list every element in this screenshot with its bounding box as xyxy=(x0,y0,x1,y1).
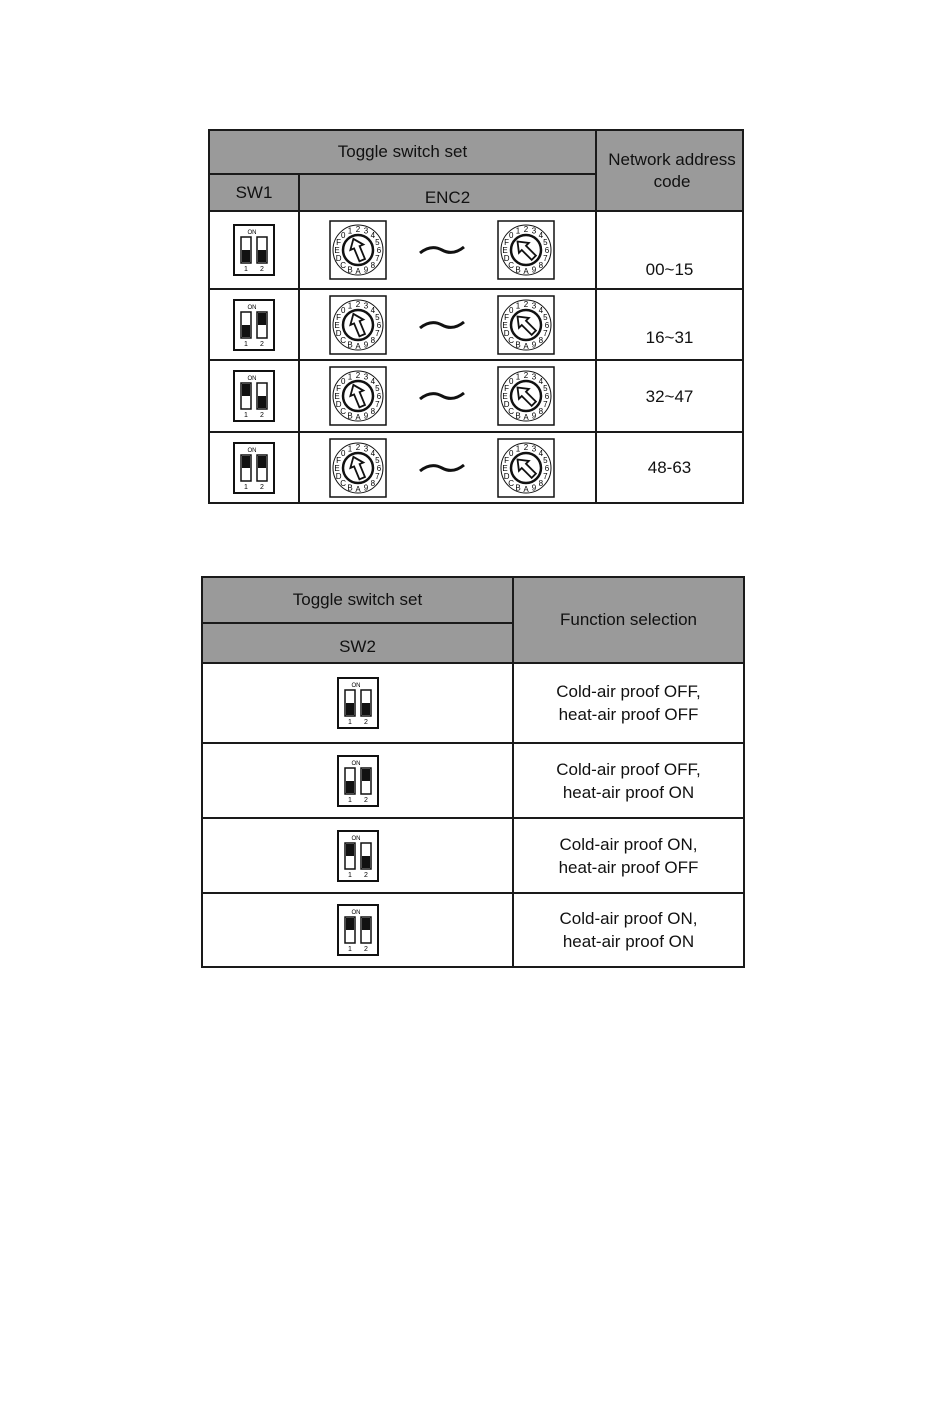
dial-digit: D xyxy=(335,254,342,263)
network-address-table xyxy=(208,129,744,504)
dip-number-label: 1 xyxy=(347,871,352,879)
table-row xyxy=(209,432,743,503)
dial-digit: D xyxy=(335,471,342,481)
dial-digit: D xyxy=(503,400,510,409)
dial-digit: 8 xyxy=(538,406,544,416)
function-cell xyxy=(513,893,744,967)
dial-digit: B xyxy=(347,482,353,492)
dial-digit: B xyxy=(515,482,521,492)
header-label: Function selection xyxy=(559,610,698,629)
dial-digit: E xyxy=(334,463,340,473)
dial-digit: C xyxy=(340,406,347,416)
dip-switch-sw1 xyxy=(232,298,276,352)
dial-digit: A xyxy=(355,484,361,494)
dial-digit: 1 xyxy=(515,226,521,236)
rotary-dial-icon xyxy=(329,220,387,280)
rotary-dial-icon xyxy=(329,366,387,426)
function-cell xyxy=(513,818,744,893)
dip-knob xyxy=(362,769,370,781)
dip-switch-sw2 xyxy=(336,903,380,957)
dip-knob xyxy=(362,856,370,868)
dial-digit: 3 xyxy=(363,226,369,236)
dip-on-label: ON xyxy=(247,447,257,454)
dial-digit: 9 xyxy=(531,339,537,349)
dip-knob xyxy=(258,250,266,262)
rotary-dial-icon xyxy=(497,438,555,498)
dial-digit: A xyxy=(355,341,361,351)
dial-digit: F xyxy=(336,455,342,465)
dial-digit: 7 xyxy=(375,254,380,263)
function-selection-header xyxy=(513,577,744,663)
dial-digit: E xyxy=(334,320,340,330)
range-tilde-icon xyxy=(418,243,466,257)
function-line: Cold-air proof OFF, xyxy=(556,759,701,779)
header-label: Network address code xyxy=(608,149,736,191)
dial-digit: E xyxy=(334,392,340,401)
address-code: 32~47 xyxy=(645,386,694,406)
dial-digit: 5 xyxy=(543,238,548,247)
dip-on-label: ON xyxy=(247,230,257,236)
dip-knob xyxy=(362,918,370,930)
range-tilde-icon xyxy=(418,389,466,403)
dial-digit: A xyxy=(523,484,529,494)
dip-knob xyxy=(242,384,250,396)
dial-digit: D xyxy=(335,328,342,338)
dial-digit: B xyxy=(347,265,353,275)
dial-digit: 5 xyxy=(375,238,380,247)
dial-digit: 4 xyxy=(370,231,376,241)
dial-digit: 4 xyxy=(538,305,544,315)
dial-digit: 0 xyxy=(340,231,346,241)
dial-digit: 1 xyxy=(347,226,353,236)
dial-digit: 5 xyxy=(375,312,380,322)
dip-number-label: 2 xyxy=(363,719,368,726)
dial-digit: 0 xyxy=(340,377,346,387)
sw2-header xyxy=(202,623,513,663)
table-row xyxy=(209,360,743,432)
address-code: 48-63 xyxy=(647,458,692,477)
dial-digit: F xyxy=(504,384,510,393)
address-code-cell xyxy=(596,211,743,289)
dial-digit: 5 xyxy=(543,455,548,465)
dial-digit: E xyxy=(502,246,508,255)
dial-digit: D xyxy=(503,471,510,481)
function-line: heat-air proof OFF xyxy=(558,857,699,877)
dial-digit: 9 xyxy=(531,482,537,492)
dial-digit: 9 xyxy=(363,482,369,492)
toggle-switch-set-header xyxy=(202,577,513,623)
dial-digit: 0 xyxy=(508,231,514,241)
dial-digit: C xyxy=(508,406,515,416)
dial-digit: C xyxy=(340,478,347,488)
dial-digit: 7 xyxy=(543,471,548,481)
rotary-dial-icon xyxy=(497,366,555,426)
dial-digit: 2 xyxy=(523,299,529,309)
dip-switch-sw2 xyxy=(336,829,380,883)
dip-on-label: ON xyxy=(351,683,360,689)
dial-digit: F xyxy=(504,455,510,465)
dial-digit: 8 xyxy=(538,335,544,345)
header-label: Toggle switch set xyxy=(292,590,423,609)
dial-digit: 6 xyxy=(544,320,550,330)
dial-digit: 2 xyxy=(523,442,529,452)
dial-digit: 3 xyxy=(363,444,369,454)
dial-digit: A xyxy=(523,413,529,422)
table-row xyxy=(202,893,744,967)
dip-number-label: 1 xyxy=(244,340,248,348)
dial-digit: 4 xyxy=(538,377,544,387)
table-row xyxy=(202,818,744,893)
dial-digit: 2 xyxy=(355,371,361,380)
dip-number-label: 1 xyxy=(244,483,248,491)
table-row xyxy=(209,289,743,360)
dial-digit: D xyxy=(503,254,510,263)
dip-number-label: 1 xyxy=(347,946,352,953)
rotary-dial-icon xyxy=(497,295,555,355)
sw1-header xyxy=(209,174,299,211)
dial-digit: E xyxy=(502,392,508,401)
dip-knob xyxy=(362,703,370,715)
dial-digit: 9 xyxy=(363,265,369,275)
dial-digit: 1 xyxy=(347,444,353,454)
dip-switch-sw1 xyxy=(232,441,276,495)
dial-digit: 0 xyxy=(508,305,514,315)
header-label: ENC2 xyxy=(424,187,471,207)
dial-digit: 3 xyxy=(531,301,537,311)
dial-digit: 6 xyxy=(544,392,550,401)
dip-knob xyxy=(346,703,354,715)
dial-digit: 8 xyxy=(370,406,376,416)
dial-digit: 5 xyxy=(375,455,380,465)
dip-on-label: ON xyxy=(247,376,257,382)
dial-digit: 8 xyxy=(538,478,544,488)
dial-digit: A xyxy=(523,341,529,351)
dial-digit: F xyxy=(336,312,342,322)
header-label: SW2 xyxy=(339,637,376,656)
function-line: Cold-air proof ON, xyxy=(559,834,698,854)
dip-number-label: 1 xyxy=(347,719,352,726)
dial-digit: 0 xyxy=(508,377,514,387)
dial-digit: 6 xyxy=(376,463,382,473)
address-code: 16~31 xyxy=(645,328,694,347)
dial-digit: F xyxy=(504,312,510,322)
function-selection-table xyxy=(201,576,745,968)
dial-digit: D xyxy=(503,328,510,338)
dip-switch-sw1 xyxy=(232,223,276,277)
dip-number-label: 2 xyxy=(363,946,368,953)
dial-digit: 1 xyxy=(347,301,353,311)
rotary-dial-icon xyxy=(497,220,555,280)
dial-digit: 3 xyxy=(531,444,537,454)
dip-knob xyxy=(346,844,354,856)
dial-digit: 7 xyxy=(543,400,548,409)
dial-digit: 1 xyxy=(347,372,353,382)
dial-digit: D xyxy=(335,400,342,409)
address-code-cell xyxy=(596,360,743,432)
dip-number-label: 2 xyxy=(260,483,264,491)
address-code-cell xyxy=(596,289,743,360)
dial-digit: 0 xyxy=(340,305,346,315)
dial-digit: 2 xyxy=(355,442,361,452)
dial-digit: 5 xyxy=(375,384,380,393)
dip-switch-sw1 xyxy=(232,369,276,423)
dial-digit: 2 xyxy=(355,225,361,234)
dial-digit: 5 xyxy=(543,312,548,322)
dip-number-label: 2 xyxy=(260,266,264,273)
dial-digit: B xyxy=(347,411,353,421)
dial-digit: 6 xyxy=(376,320,382,330)
dip-number-label: 2 xyxy=(260,340,264,348)
dial-digit: 8 xyxy=(370,260,376,270)
dip-knob xyxy=(242,456,250,468)
dial-digit: 2 xyxy=(523,371,529,380)
dip-knob xyxy=(346,781,354,793)
dial-digit: 4 xyxy=(370,448,376,458)
address-code-cell xyxy=(596,432,743,503)
enc2-header xyxy=(299,174,596,211)
dip-knob xyxy=(258,396,266,408)
table-row xyxy=(209,211,743,289)
dip-knob xyxy=(258,456,266,468)
dial-digit: 6 xyxy=(376,392,382,401)
dip-knob xyxy=(258,313,266,325)
dial-digit: 3 xyxy=(531,372,537,382)
dial-digit: 7 xyxy=(543,254,548,263)
function-line: Cold-air proof ON, xyxy=(559,909,698,928)
dial-digit: C xyxy=(508,478,515,488)
header-label: Toggle switch set xyxy=(337,142,468,161)
range-tilde-icon xyxy=(418,461,466,475)
dip-number-label: 1 xyxy=(347,796,352,804)
dial-digit: C xyxy=(340,335,347,345)
dial-digit: 4 xyxy=(538,448,544,458)
dip-number-label: 2 xyxy=(363,871,368,879)
dip-knob xyxy=(242,250,250,262)
dial-digit: 2 xyxy=(355,299,361,309)
dial-digit: C xyxy=(508,335,515,345)
dial-digit: A xyxy=(523,267,529,276)
address-code: 00~15 xyxy=(645,259,694,279)
dial-digit: 9 xyxy=(363,411,369,421)
dial-digit: F xyxy=(336,384,342,393)
dial-digit: F xyxy=(336,238,342,247)
dial-digit: F xyxy=(504,238,510,247)
dial-digit: A xyxy=(355,413,361,422)
dial-digit: C xyxy=(340,260,347,270)
function-cell xyxy=(513,663,744,743)
dip-on-label: ON xyxy=(351,760,360,767)
dial-digit: 0 xyxy=(340,448,346,458)
table-row xyxy=(202,663,744,743)
dial-digit: 6 xyxy=(376,246,382,255)
dial-digit: 1 xyxy=(515,301,521,311)
dip-knob xyxy=(242,325,250,337)
dip-switch-sw2 xyxy=(336,754,380,808)
dial-digit: 1 xyxy=(515,444,521,454)
dial-digit: 3 xyxy=(363,301,369,311)
function-line: heat-air proof OFF xyxy=(558,705,699,724)
dip-on-label: ON xyxy=(351,835,360,842)
dial-digit: 3 xyxy=(531,226,537,236)
function-cell xyxy=(513,743,744,818)
function-line: heat-air proof ON xyxy=(562,932,695,951)
dial-digit: 6 xyxy=(544,463,550,473)
dial-digit: B xyxy=(347,339,353,349)
dial-digit: 7 xyxy=(543,328,548,338)
dial-digit: 5 xyxy=(543,384,548,393)
dip-number-label: 2 xyxy=(260,412,264,419)
table-row xyxy=(202,743,744,818)
dip-number-label: 1 xyxy=(244,266,248,273)
dial-digit: B xyxy=(515,265,521,275)
dial-digit: 8 xyxy=(370,335,376,345)
dial-digit: E xyxy=(334,246,340,255)
dial-digit: E xyxy=(502,463,508,473)
dial-digit: 4 xyxy=(538,231,544,241)
dial-digit: 3 xyxy=(363,372,369,382)
dial-digit: 8 xyxy=(370,478,376,488)
rotary-dial-icon xyxy=(329,438,387,498)
dial-digit: C xyxy=(508,260,515,270)
dip-switch-sw2 xyxy=(336,676,380,730)
dip-on-label: ON xyxy=(351,910,360,916)
dial-digit: 9 xyxy=(363,339,369,349)
rotary-dial-icon xyxy=(329,295,387,355)
header-label: SW1 xyxy=(235,182,273,202)
dial-digit: 7 xyxy=(375,471,380,481)
dip-number-label: 1 xyxy=(244,412,248,419)
dial-digit: 9 xyxy=(531,265,537,275)
network-address-code-header xyxy=(596,130,743,211)
dial-digit: 9 xyxy=(531,411,537,421)
dial-digit: 1 xyxy=(515,372,521,382)
dip-knob xyxy=(346,918,354,930)
dial-digit: 8 xyxy=(538,260,544,270)
dial-digit: B xyxy=(515,339,521,349)
toggle-switch-set-header xyxy=(209,130,596,174)
dial-digit: 0 xyxy=(508,448,514,458)
dial-digit: 4 xyxy=(370,377,376,387)
function-line: Cold-air proof OFF, xyxy=(556,682,701,701)
function-line: heat-air proof ON xyxy=(562,782,695,802)
dip-on-label: ON xyxy=(247,304,257,311)
range-tilde-icon xyxy=(418,318,466,332)
dial-digit: B xyxy=(515,411,521,421)
dial-digit: 7 xyxy=(375,328,380,338)
dial-digit: 4 xyxy=(370,305,376,315)
dial-digit: 6 xyxy=(544,246,550,255)
dial-digit: A xyxy=(355,267,361,276)
dial-digit: 7 xyxy=(375,400,380,409)
dial-digit: E xyxy=(502,320,508,330)
dial-digit: 2 xyxy=(523,225,529,234)
dip-number-label: 2 xyxy=(363,796,368,804)
